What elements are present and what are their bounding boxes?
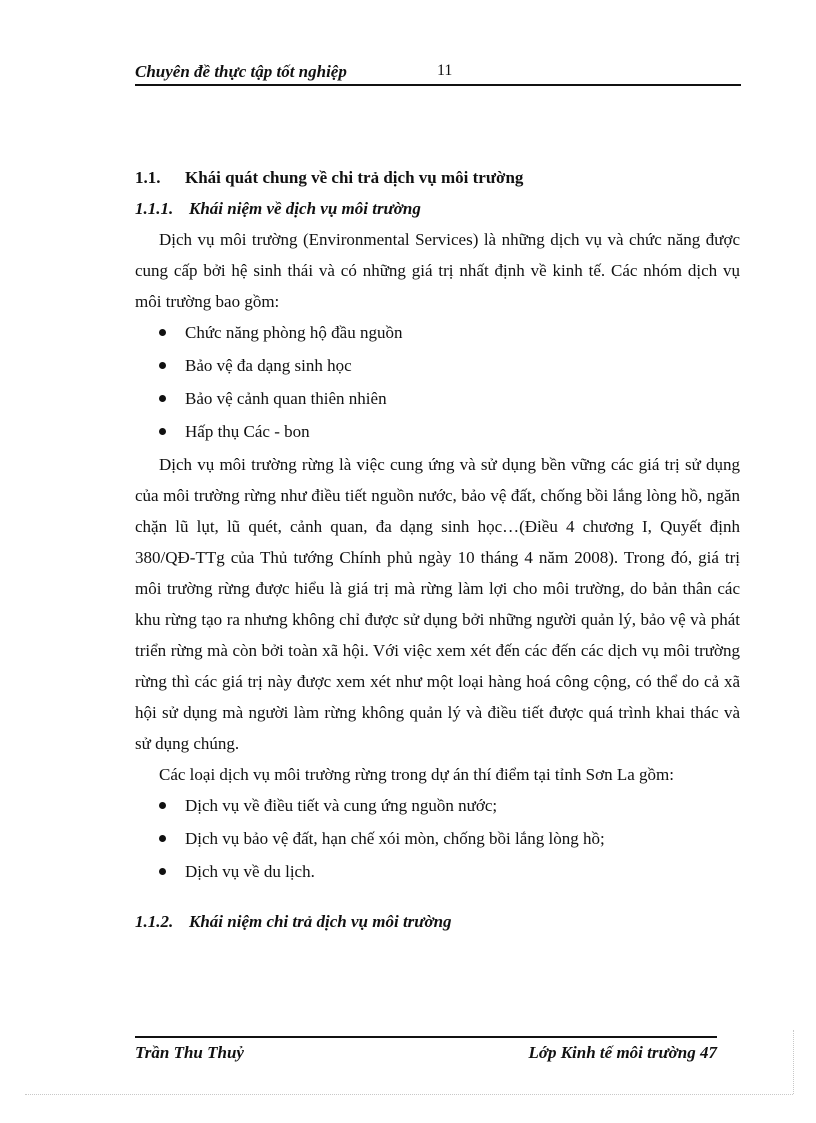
list-item: Hấp thụ Các - bon <box>135 416 740 449</box>
bullet-icon <box>159 395 166 402</box>
list-item: Bảo vệ cảnh quan thiên nhiên <box>135 383 740 416</box>
document-body <box>135 162 740 937</box>
subsection-number-2: 1.1.2. <box>135 912 174 931</box>
bullet-icon <box>159 362 166 369</box>
forest-service-list <box>135 790 740 889</box>
bullet-icon <box>159 868 166 875</box>
page-edge-right <box>793 1030 794 1094</box>
section-heading <box>135 162 740 193</box>
paragraph-3: Các loại dịch vụ môi trường rừng trong dự án thí điểm tại tỉnh Sơn La gồm: <box>159 765 674 784</box>
header-title: Chuyên đề thực tập tốt nghiệp <box>135 62 347 81</box>
footer-class-name: Lớp Kinh tế môi trường 47 <box>528 1043 717 1062</box>
subsection-heading-1 <box>135 193 740 224</box>
list-item: Chức năng phòng hộ đầu nguồn <box>135 317 740 350</box>
subsection-heading-2 <box>135 906 740 937</box>
bullet-icon <box>159 329 166 336</box>
bullet-icon <box>159 835 166 842</box>
paragraph-1: Dịch vụ môi trường (Environmental Services) là những dịch vụ và chức năng được cung cấp bởi hệ sinh thái và có những giá trị nhất định về kinh tế. Các nhóm dịch vụ môi trường bao gồm: <box>135 230 740 311</box>
subsection-title-1: Khái niệm về dịch vụ môi trường <box>189 199 421 218</box>
list-item: Dịch vụ về du lịch. <box>135 856 740 889</box>
page-header <box>135 60 741 86</box>
page-footer <box>135 1036 717 1064</box>
bullet-icon <box>159 428 166 435</box>
subsection-title-2: Khái niệm chi trả dịch vụ môi trường <box>189 912 452 931</box>
list-item: Bảo vệ đa dạng sinh học <box>135 350 740 383</box>
service-group-list <box>135 317 740 449</box>
section-title: Khái quát chung về chi trả dịch vụ môi trường <box>185 168 524 187</box>
paragraph-2: Dịch vụ môi trường rừng là việc cung ứng và sử dụng bền vững các giá trị sử dụng của môi trường rừng như điều tiết nguồn nước, bảo vệ đất, chống bồi lắng lòng hồ, ngăn chặn lũ lụt, lũ quét, cảnh quan, đa dạng sinh học…(Điều 4 chương I, Quyết định 380/QĐ-TTg của Thủ tướng Chính phủ ngày 10 tháng 4 năm 2008). Trong đó, giá trị môi trường rừng được hiểu là giá trị mà rừng làm lợi cho môi trường, do bản thân các khu rừng tạo ra nhưng không chỉ được sử dụng bởi những người quản lý, bảo vệ và phát triển rừng mà còn bởi toàn xã hội. Với việc xem xét đến các đến các dịch vụ môi trường rừng thì các giá trị này được xem xét như một loại hàng hoá công cộng, có thể do cả xã hội sử dụng mà người làm rừng không quản lý và điều tiết được quá trình khai thác và sử dụng chúng. <box>135 455 740 753</box>
section-number: 1.1. <box>135 168 161 187</box>
bullet-icon <box>159 802 166 809</box>
list-item: Dịch vụ về điều tiết và cung ứng nguồn nước; <box>135 790 740 823</box>
page-edge-bottom <box>25 1094 793 1095</box>
page-number: 11 <box>437 62 453 79</box>
list-item: Dịch vụ bảo vệ đất, hạn chế xói mòn, chống bồi lắng lòng hồ; <box>135 823 740 856</box>
footer-author: Trần Thu Thuỷ <box>135 1043 244 1062</box>
subsection-number-1: 1.1.1. <box>135 199 174 218</box>
